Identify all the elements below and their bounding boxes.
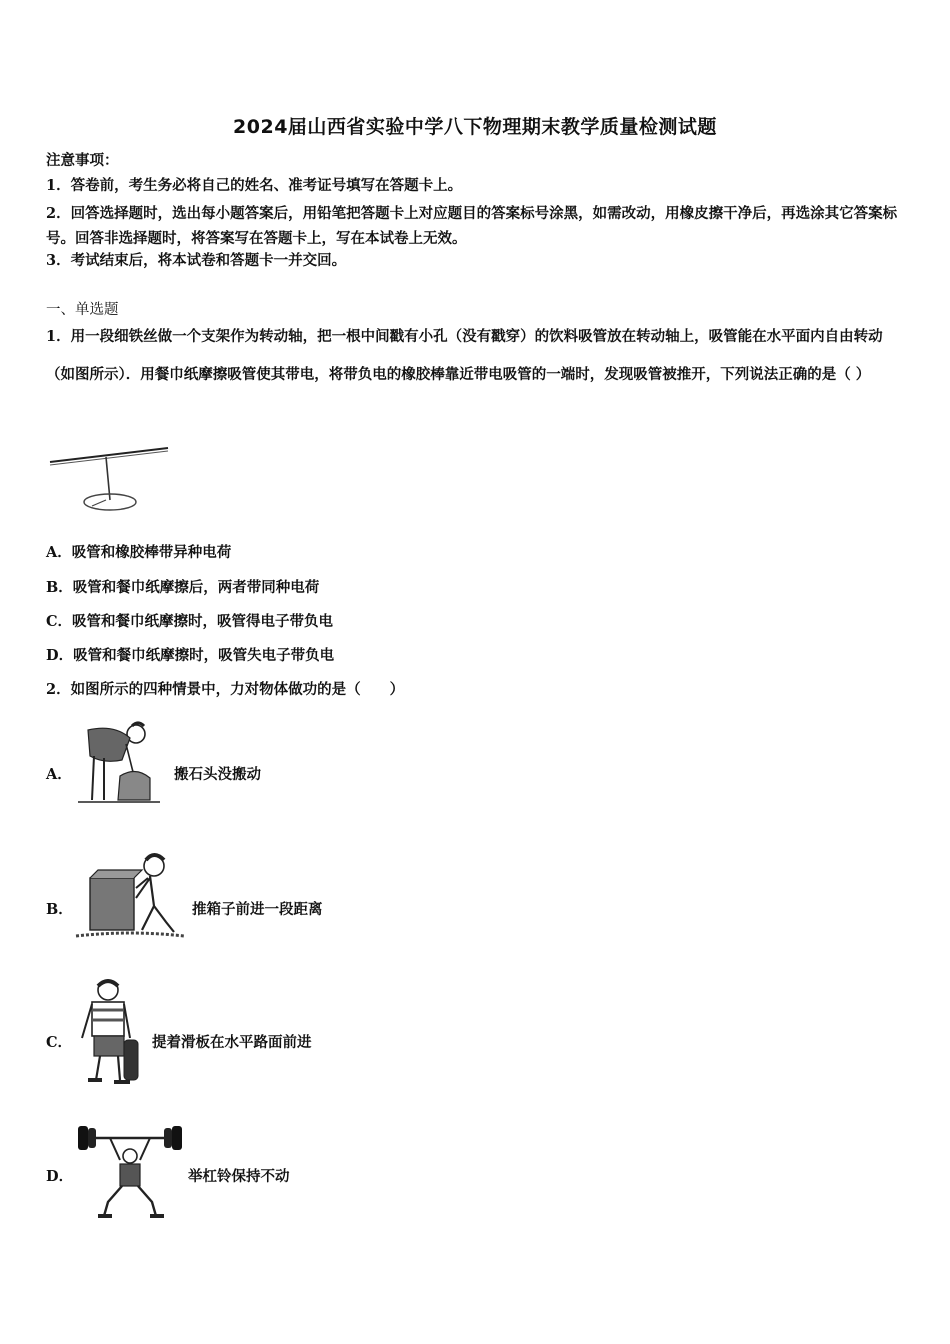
q1-option-c: C．吸管和餐巾纸摩擦时，吸管得电子带负电 — [46, 613, 334, 630]
q1-option-b: B．吸管和餐巾纸摩擦后，两者带同种电荷 — [46, 579, 320, 596]
q2-option-a-text: 搬石头没搬动 — [174, 766, 261, 783]
q2-option-a-letter: A． — [46, 766, 72, 783]
q2-option-b-letter: B． — [46, 901, 73, 918]
pushing-box-figure — [74, 848, 186, 942]
straw-rotation-figure — [44, 440, 174, 516]
q2-option-b-text: 推箱子前进一段距离 — [192, 901, 323, 918]
notice-heading: 注意事项： — [46, 152, 119, 169]
notice-item-2: 2．回答选择题时，选出每小题答案后，用铅笔把答题卡上对应题目的答案标号涂黑，如需改动，用橡皮擦干净后，再选涂其它答案标号。回答非选择题时，将答案写在答题卡上，写在本试卷上无效。 — [46, 205, 898, 247]
notice-item-3: 3．考试结束后，将本试卷和答题卡一并交回。 — [46, 252, 347, 269]
q1-option-d: D．吸管和餐巾纸摩擦时，吸管失电子带负电 — [46, 647, 335, 664]
question-2-text: 2．如图所示的四种情景中，力对物体做功的是（ ） — [46, 681, 405, 698]
question-1-text: 1．用一段细铁丝做一个支架作为转动轴，把一根中间戳有小孔（没有戳穿）的饮料吸管放在转动轴上，吸管能在水平面内自由转动（如图所示）．用餐巾纸摩擦吸管使其带电，将带负电的橡胶棒靠近带电吸管的一端时，发现吸管被推开，下列说法正确的是（ ） — [46, 328, 883, 383]
lifting-stone-figure — [74, 716, 164, 808]
notice-item-1: 1．答卷前，考生务必将自己的姓名、准考证号填写在答题卡上。 — [46, 177, 463, 194]
q2-option-c-letter: C． — [46, 1034, 73, 1051]
q2-option-c-text: 提着滑板在水平路面前进 — [152, 1034, 312, 1051]
q1-option-a: A．吸管和橡胶棒带异种电荷 — [46, 544, 232, 561]
holding-barbell-figure — [76, 1120, 184, 1220]
q2-option-d-letter: D． — [46, 1168, 74, 1185]
section-heading: 一、单选题 — [46, 302, 119, 318]
q2-option-d-text: 举杠铃保持不动 — [188, 1168, 290, 1185]
page-title: 2024届山西省实验中学八下物理期末教学质量检测试题 — [233, 116, 717, 138]
carrying-skateboard-figure — [74, 976, 156, 1092]
